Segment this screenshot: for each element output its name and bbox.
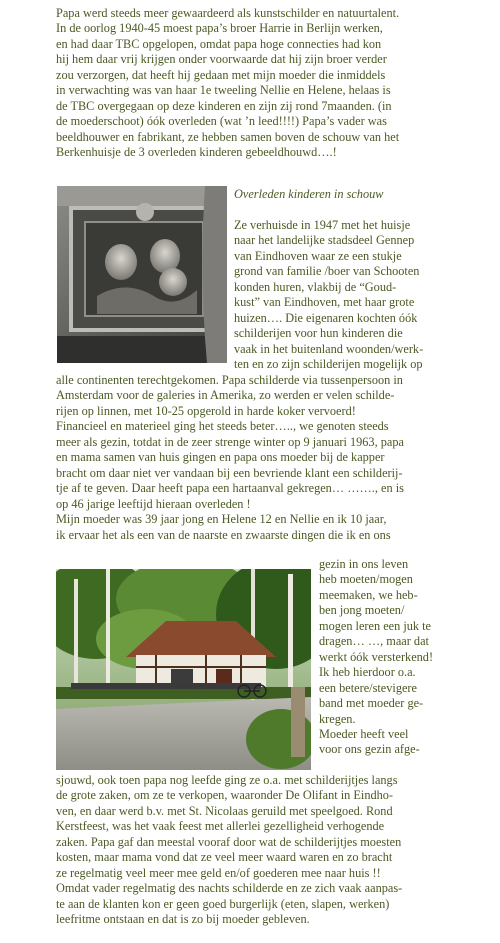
text-line: kust” van Eindhoven, met haar grote <box>234 295 415 310</box>
text-line: konden huren, vlakbij de “Goud- <box>234 279 397 294</box>
text-line: ze regelmatig veel meer mee geld en/of goederen mee naar huis !! <box>56 865 381 880</box>
text-line: mogen leren een juk te <box>319 618 431 633</box>
text-line: meer als gezin, totdat in de zeer strenge winter op 9 januari 1963, papa <box>56 434 404 449</box>
text-line: kosten, maar mama vond dat ze veel meer waard waren en zo bracht <box>56 850 393 865</box>
schouw-photo <box>57 186 227 363</box>
text-line: Moeder heeft veel <box>319 726 409 741</box>
text-line: Financieel en materieel ging het steeds beter….., we genoten steeds <box>56 419 389 434</box>
text-line: werkt óók versterkend! <box>319 649 434 664</box>
text-line: te aan de klanten kon er geen goed burgerlijk (eten, slapen, werken) <box>56 896 390 911</box>
text-line: tje af te geven. Daar heeft papa een hartaanval gekregen… ……., en is <box>56 481 404 496</box>
text-line: Ik heb hierdoor o.a. <box>319 665 416 680</box>
text-line: Amsterdam voor de galeries in Amerika, zo werden er velen schilde- <box>56 388 395 403</box>
text-line: Kerstfeest, was het vaak feest met allerlei gezelligheid verhogende <box>56 819 385 834</box>
main-paragraph-3 <box>56 773 402 928</box>
text-line: sjouwd, ook toen papa nog leefde ging ze o.a. met schilderijtjes langs <box>56 773 398 787</box>
text-line: de grote zaken, om ze te verkopen, waaronder De Olifant in Eindho- <box>56 788 394 803</box>
text-line: gezin in ons leven <box>319 557 409 571</box>
text-line: Mijn moeder was 39 jaar jong en Helene 12 en Nellie en ik 10 jaar, <box>56 512 387 527</box>
text-line: beeldhouwer en fabrikant, ze hebben samen boven de schouw van het <box>56 129 400 144</box>
main-paragraph-2 <box>56 373 404 543</box>
text-line: de moederschoot) óók overleden (wat ’n leed!!!!) Papa’s vader was <box>56 114 387 129</box>
text-line: en had daar TBC opgelopen, omdat papa hoge connecties had kon <box>56 36 382 51</box>
text-line: schilderijen voor hun kinderen die <box>234 326 403 341</box>
text-line: kregen. <box>319 711 356 726</box>
text-line: leefritme ontstaan en dat is zo bij moeder gebleven. <box>56 912 310 927</box>
text-line: vaak in het buitenland woonden/werk- <box>234 341 424 356</box>
text-line: heb moeten/mogen <box>319 572 413 587</box>
text-line: ik ervaar het als een van de naarste en zwaarste dingen die ik en ons <box>56 527 391 542</box>
text-line: een betere/stevigere <box>319 680 417 695</box>
text-line: zou verzorgen, dat heeft hij gedaan met mijn moeder die inmiddels <box>56 67 386 82</box>
text-line: In de oorlog 1940-45 moest papa’s broer Harrie in Berlijn werken, <box>56 21 383 36</box>
text-line: Berkenhuisje de 3 overleden kinderen gebeeldhouwd….! <box>56 145 337 160</box>
text-line: de TBC overgegaan op deze kinderen en zijn zij rond 7maanden. (in <box>56 98 392 113</box>
text-line: naar het landelijke stadsdeel Gennep <box>234 233 415 248</box>
side-paragraph-2 <box>319 557 433 758</box>
text-line: ben jong moeten/ <box>319 603 405 618</box>
text-line: grond van familie /boer van Schooten <box>234 264 420 279</box>
text-line: voor ons gezin afge- <box>319 742 420 757</box>
photo-caption: Overleden kinderen in schouw <box>234 187 384 201</box>
text-line: en mama samen van huis gingen en papa ons moeder bij de kapper <box>56 450 385 465</box>
text-line: alle continenten terechtgekomen. Papa schilderde via tussenpersoon in <box>56 373 403 387</box>
text-line: meemaken, we heb- <box>319 587 418 602</box>
text-line: Papa werd steeds meer gewaardeerd als kunstschilder en natuurtalent. <box>56 6 400 20</box>
text-line: Ze verhuisde in 1947 met het huisje <box>234 218 411 232</box>
text-line: hij hem daar vrij krijgen onder voorwaarde dat hij zijn broer verder <box>56 52 387 67</box>
text-line: dragen… …, maar dat <box>319 634 429 649</box>
berkenhuisje-photo <box>56 569 311 770</box>
text-line: band met moeder ge- <box>319 696 424 711</box>
text-line: bracht om daar niet ver vandaan bij een bevriende klant een schilderij- <box>56 465 403 480</box>
text-line: ten en zo zijn schilderijen mogelijk op <box>234 357 423 372</box>
side-paragraph-1 <box>234 218 423 373</box>
text-line: Omdat vader regelmatig des nachts schilderde en ze zich vaak aanpas- <box>56 881 403 896</box>
text-line: op 46 jarige leeftijd hieraan overleden ! <box>56 496 251 511</box>
intro-paragraph <box>56 6 399 161</box>
text-line: zaken. Papa gaf dan meestal vooraf door wat de schilderijtjes moesten <box>56 834 402 849</box>
text-line: ven, en daar werd b.v. met St. Nicolaas geruild met speelgoed. Rond <box>56 803 393 818</box>
text-line: huizen…. Die eigenaren kochten óók <box>234 310 418 325</box>
text-line: rijen op linnen, met 10-25 opgerold in harde koker vervoerd! <box>56 403 356 418</box>
text-line: van Eindhoven waar ze een stukje <box>234 248 402 263</box>
text-line: in verwachting was van haar 1e tweeling Nellie en Helene, helaas is <box>56 83 391 98</box>
